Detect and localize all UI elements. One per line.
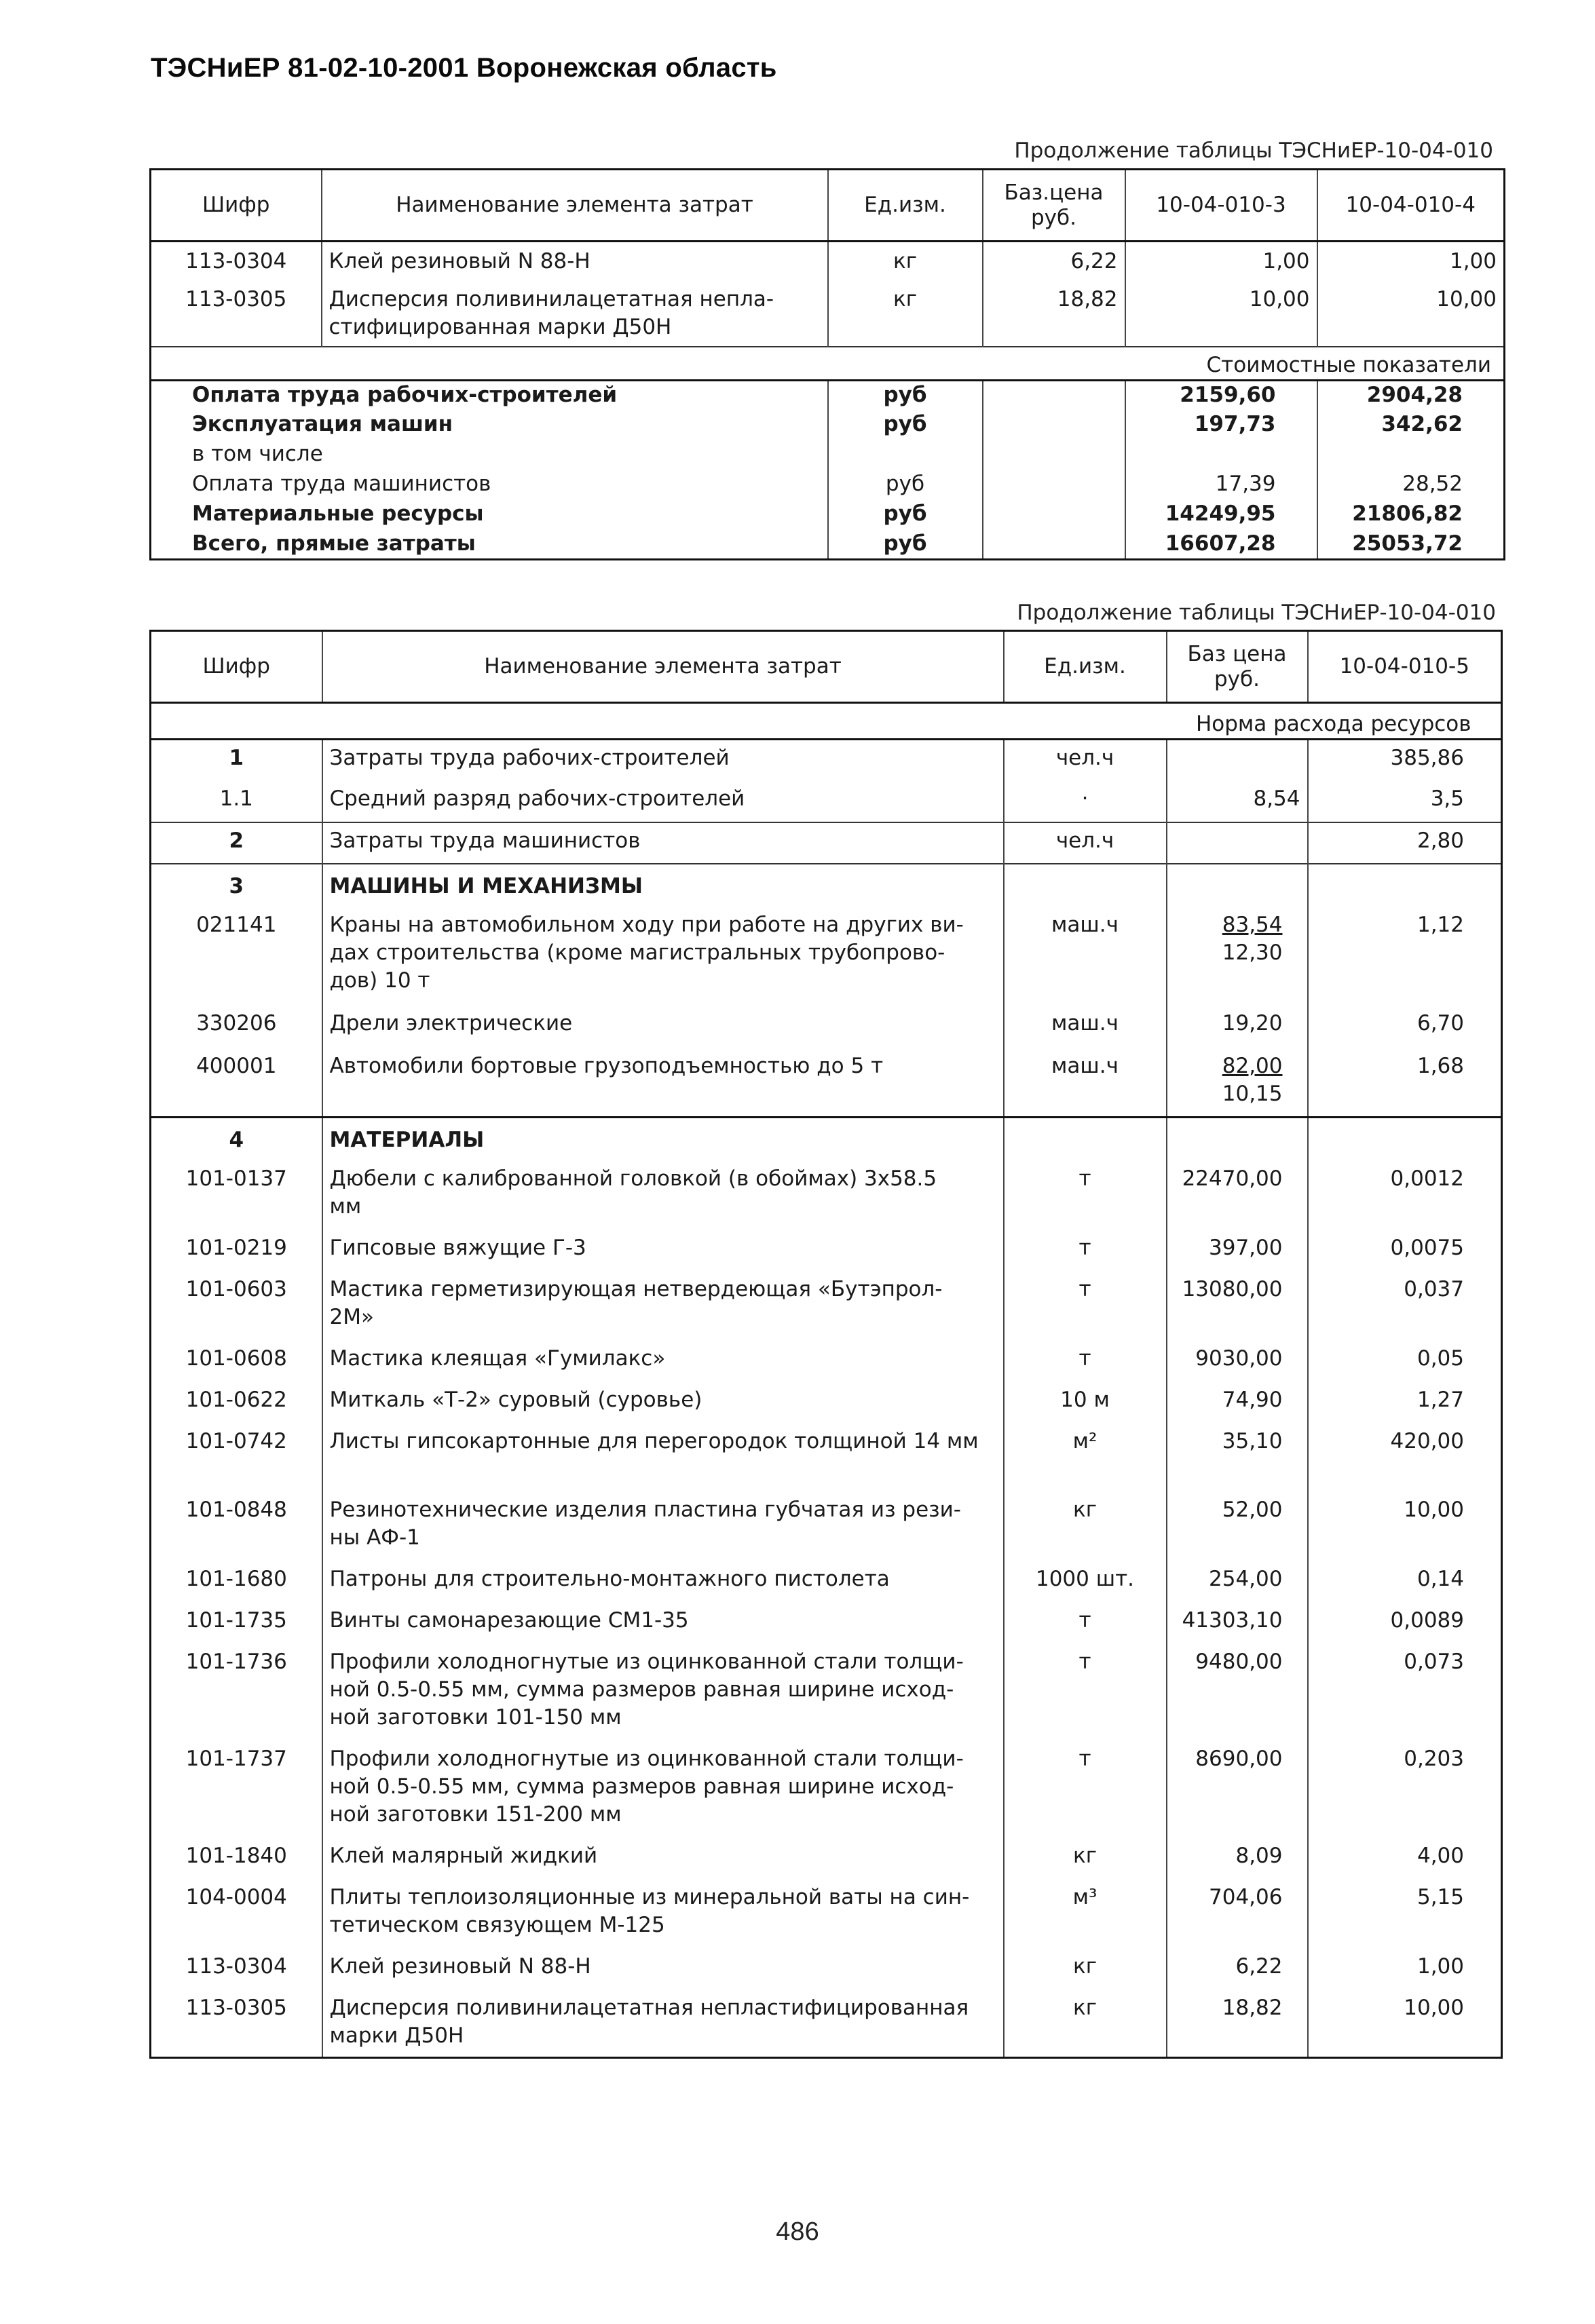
base-price: 82,00 — [1222, 1053, 1283, 1078]
blank-cell — [1308, 1118, 1502, 1160]
value-10-04-010-3: 1,00 — [1125, 242, 1317, 280]
resource-name: Резинотехнические изделия пластина губчатая из рези- ны АФ-1 — [322, 1491, 1004, 1560]
base-price: 22470,00 — [1167, 1160, 1308, 1229]
resource-name: Автомобили бортовые грузоподъемностью до 5 т — [322, 1047, 1004, 1118]
resource-code: 104-0004 — [151, 1878, 322, 1947]
material-row — [151, 1229, 1502, 1270]
material-row — [151, 1560, 1502, 1601]
norm-value: 1,68 — [1308, 1047, 1502, 1118]
base-price-cell — [1167, 906, 1308, 1004]
unit: т — [1004, 1643, 1167, 1740]
material-row — [151, 1160, 1502, 1229]
resource-name: Затраты труда рабочих-строителей — [322, 740, 1004, 781]
unit: чел.ч — [1004, 740, 1167, 781]
header-name: Наименование элемента затрат — [322, 631, 1004, 703]
cost-value-10-04-010-3: 197,73 — [1125, 411, 1317, 440]
material-row — [151, 1740, 1502, 1837]
blank-cell — [983, 411, 1125, 440]
labor-row — [151, 822, 1502, 864]
norm-value: 1,27 — [1308, 1381, 1502, 1422]
norm-value: 0,073 — [1308, 1643, 1502, 1740]
table2-header-row — [151, 631, 1502, 703]
section-number: 4 — [151, 1118, 322, 1160]
resource-name: Клей малярный жидкий — [322, 1837, 1004, 1878]
blank-cell — [1004, 1118, 1167, 1160]
norm-value: 1,12 — [1308, 906, 1502, 1004]
base-price-cell — [1167, 1004, 1308, 1047]
cost-value-10-04-010-4: 28,52 — [1317, 470, 1505, 500]
cost-value-10-04-010-3 — [1125, 440, 1317, 470]
norm-value: 420,00 — [1308, 1422, 1502, 1491]
section-header-row — [151, 1118, 1502, 1160]
norm-value: 6,70 — [1308, 1004, 1502, 1047]
table-row — [151, 280, 1505, 347]
cost-unit: руб — [828, 530, 983, 560]
base-price: 8,09 — [1167, 1837, 1308, 1878]
cost-name: Оплата труда машинистов — [151, 470, 828, 500]
base-price: 35,10 — [1167, 1422, 1308, 1491]
resource-name: Клей резиновый N 88-Н — [322, 1947, 1004, 1989]
resource-code: 113-0304 — [151, 242, 322, 280]
base-price: 6,22 — [983, 242, 1125, 280]
base-price: 9030,00 — [1167, 1339, 1308, 1381]
norm-heading-row — [151, 703, 1502, 740]
cost-row — [151, 470, 1505, 500]
resource-name: Средний разряд рабочих-строителей — [322, 781, 1004, 822]
base-price-cell — [1167, 1047, 1308, 1118]
cost-table-10-04-010-3-4 — [149, 168, 1505, 560]
resource-code: 101-1737 — [151, 1740, 322, 1837]
cost-unit: руб — [828, 381, 983, 411]
blank-cell — [151, 703, 1167, 740]
resource-code: 101-1840 — [151, 1837, 322, 1878]
blank-cell — [1167, 1118, 1308, 1160]
header-unit: Ед.изм. — [1004, 631, 1167, 703]
resource-name: Листы гипсокартонные для перегородок толщиной 14 мм — [322, 1422, 1004, 1491]
cost-value-10-04-010-3: 14249,95 — [1125, 500, 1317, 530]
machine-row — [151, 1004, 1502, 1047]
resource-name: Мастика клеящая «Гумилакс» — [322, 1339, 1004, 1381]
labor-row — [151, 781, 1502, 822]
base-price: 704,06 — [1167, 1878, 1308, 1947]
cost-value-10-04-010-4: 25053,72 — [1317, 530, 1505, 560]
blank-cell — [983, 500, 1125, 530]
unit: кг — [1004, 1947, 1167, 1989]
cost-indicators-heading-row — [151, 347, 1505, 381]
cost-value-10-04-010-4: 2904,28 — [1317, 381, 1505, 411]
item-number: 1 — [151, 740, 322, 781]
cost-row — [151, 411, 1505, 440]
table-row — [151, 242, 1505, 280]
norm-value: 0,14 — [1308, 1560, 1502, 1601]
material-row — [151, 1878, 1502, 1947]
base-price: 13080,00 — [1167, 1270, 1308, 1339]
header-price: Баз цена руб. — [1167, 631, 1308, 703]
resource-name: Винты самонарезающие СМ1-35 — [322, 1601, 1004, 1643]
resource-code: 101-0848 — [151, 1491, 322, 1560]
unit: м² — [1004, 1422, 1167, 1491]
cost-value-10-04-010-4: 342,62 — [1317, 411, 1505, 440]
resource-name: Краны на автомобильном ходу при работе на других ви- дах строительства (кроме магистральных трубопрово- дов) 10 т — [322, 906, 1004, 1004]
resource-code: 113-0304 — [151, 1947, 322, 1989]
resource-norm-table-10-04-010-5 — [149, 630, 1503, 2059]
base-price: 8690,00 — [1167, 1740, 1308, 1837]
base-price: 19,20 — [1222, 1010, 1283, 1035]
value-10-04-010-4: 1,00 — [1317, 242, 1505, 280]
cost-name: Материальные ресурсы — [151, 500, 828, 530]
section-title: МАШИНЫ И МЕХАНИЗМЫ — [322, 864, 1004, 906]
unit: 1000 шт. — [1004, 1560, 1167, 1601]
unit: т — [1004, 1339, 1167, 1381]
machine-row — [151, 906, 1502, 1004]
cost-row — [151, 440, 1505, 470]
material-row — [151, 1947, 1502, 1989]
page-number: 486 — [776, 2217, 819, 2246]
norm-value: 4,00 — [1308, 1837, 1502, 1878]
norm-value: 1,00 — [1308, 1947, 1502, 1989]
material-row — [151, 1837, 1502, 1878]
table2-continuation-caption: Продолжение таблицы ТЭСНиЕР-10-04-010 — [1017, 601, 1496, 625]
cost-name: в том числе — [151, 440, 828, 470]
section-header-row — [151, 864, 1502, 906]
resource-name: Мастика герметизирующая нетвердеющая «Бутэпрол- 2М» — [322, 1270, 1004, 1339]
table1-continuation-caption: Продолжение таблицы ТЭСНиЕР-10-04-010 — [1014, 138, 1493, 163]
resource-name: Миткаль «Т-2» суровый (суровье) — [322, 1381, 1004, 1422]
resource-code: 101-1736 — [151, 1643, 322, 1740]
resource-name: Гипсовые вяжущие Г-3 — [322, 1229, 1004, 1270]
section-number: 3 — [151, 864, 322, 906]
resource-name: Профили холодногнутые из оцинкованной стали толщи- ной 0.5-0.55 мм, сумма размеров равная ширине исход- ной заготовки 101-150 мм — [322, 1643, 1004, 1740]
cost-value-10-04-010-3: 16607,28 — [1125, 530, 1317, 560]
cost-name: Оплата труда рабочих-строителей — [151, 381, 828, 411]
unit: кг — [828, 242, 983, 280]
cost-unit — [828, 440, 983, 470]
blank-cell — [983, 530, 1125, 560]
cost-row — [151, 530, 1505, 560]
document-title: ТЭСНиЕР 81-02-10-2001 Воронежская область — [151, 53, 777, 83]
norm-value: 10,00 — [1308, 1491, 1502, 1560]
blank-cell — [151, 347, 1125, 381]
unit: чел.ч — [1004, 822, 1167, 864]
base-price: 18,82 — [983, 280, 1125, 347]
resource-name: Дисперсия поливинилацетатная непла- стифицированная марки Д50Н — [322, 280, 828, 347]
cost-value-10-04-010-4: 21806,82 — [1317, 500, 1505, 530]
labor-row — [151, 740, 1502, 781]
cost-value-10-04-010-4 — [1317, 440, 1505, 470]
unit: маш.ч — [1004, 906, 1167, 1004]
cost-row — [151, 500, 1505, 530]
resource-code: 101-0603 — [151, 1270, 322, 1339]
unit: т — [1004, 1601, 1167, 1643]
resource-name: Затраты труда машинистов — [322, 822, 1004, 864]
header-price: Баз.цена руб. — [983, 170, 1125, 242]
norm-value: 2,80 — [1308, 822, 1502, 864]
material-row — [151, 1601, 1502, 1643]
norm-value: 3,5 — [1308, 781, 1502, 822]
resource-code: 101-0137 — [151, 1160, 322, 1229]
resource-code: 400001 — [151, 1047, 322, 1118]
unit: кг — [1004, 1989, 1167, 2058]
norm-value: 0,203 — [1308, 1740, 1502, 1837]
header-col-10-04-010-4: 10-04-010-4 — [1317, 170, 1505, 242]
unit: 10 м — [1004, 1381, 1167, 1422]
base-price — [1167, 822, 1308, 864]
header-name: Наименование элемента затрат — [322, 170, 828, 242]
item-number: 2 — [151, 822, 322, 864]
unit: · — [1004, 781, 1167, 822]
cost-name: Эксплуатация машин — [151, 411, 828, 440]
resource-name: Дрели электрические — [322, 1004, 1004, 1047]
material-row — [151, 1491, 1502, 1560]
blank-cell — [983, 470, 1125, 500]
header-col-10-04-010-3: 10-04-010-3 — [1125, 170, 1317, 242]
base-price: 6,22 — [1167, 1947, 1308, 1989]
norm-value: 0,0089 — [1308, 1601, 1502, 1643]
value-10-04-010-3: 10,00 — [1125, 280, 1317, 347]
resource-name: Профили холодногнутые из оцинкованной стали толщи- ной 0.5-0.55 мм, сумма размеров равная ширине исход- ной заготовки 151-200 мм — [322, 1740, 1004, 1837]
cost-value-10-04-010-3: 2159,60 — [1125, 381, 1317, 411]
norm-value: 0,0012 — [1308, 1160, 1502, 1229]
resource-name: Дисперсия поливинилацетатная непластифицированная марки Д50Н — [322, 1989, 1004, 2058]
section-title: МАТЕРИАЛЫ — [322, 1118, 1004, 1160]
resource-code: 101-0608 — [151, 1339, 322, 1381]
norm-value: 5,15 — [1308, 1878, 1502, 1947]
material-row — [151, 1270, 1502, 1339]
value-10-04-010-4: 10,00 — [1317, 280, 1505, 347]
resource-code: 113-0305 — [151, 280, 322, 347]
unit: т — [1004, 1229, 1167, 1270]
unit: маш.ч — [1004, 1047, 1167, 1118]
cost-name: Всего, прямые затраты — [151, 530, 828, 560]
base-price: 74,90 — [1167, 1381, 1308, 1422]
resource-code: 330206 — [151, 1004, 322, 1047]
norm-value: 385,86 — [1308, 740, 1502, 781]
base-price: 9480,00 — [1167, 1643, 1308, 1740]
base-price: 254,00 — [1167, 1560, 1308, 1601]
base-price: 8,54 — [1167, 781, 1308, 822]
base-price: 52,00 — [1167, 1491, 1308, 1560]
blank-cell — [983, 381, 1125, 411]
norm-value: 0,0075 — [1308, 1229, 1502, 1270]
unit: кг — [1004, 1491, 1167, 1560]
header-unit: Ед.изм. — [828, 170, 983, 242]
material-row — [151, 1422, 1502, 1491]
cost-indicators-heading: Стоимостные показатели — [1125, 347, 1505, 381]
operator-wage-price: 12,30 — [1222, 940, 1283, 965]
blank-cell — [1308, 864, 1502, 906]
resource-code: 101-0622 — [151, 1381, 322, 1422]
operator-wage-price: 10,15 — [1222, 1081, 1283, 1106]
base-price — [1167, 740, 1308, 781]
item-number: 1.1 — [151, 781, 322, 822]
header-col-10-04-010-5: 10-04-010-5 — [1308, 631, 1502, 703]
resource-code: 101-1680 — [151, 1560, 322, 1601]
base-price: 397,00 — [1167, 1229, 1308, 1270]
blank-cell — [1004, 864, 1167, 906]
unit: т — [1004, 1160, 1167, 1229]
norm-value: 0,037 — [1308, 1270, 1502, 1339]
resource-name: Клей резиновый N 88-Н — [322, 242, 828, 280]
cost-value-10-04-010-3: 17,39 — [1125, 470, 1317, 500]
cost-unit: руб — [828, 411, 983, 440]
unit: т — [1004, 1740, 1167, 1837]
header-code: Шифр — [151, 170, 322, 242]
resource-norm-heading: Норма расхода ресурсов — [1167, 703, 1502, 740]
material-row — [151, 1643, 1502, 1740]
norm-value: 10,00 — [1308, 1989, 1502, 2058]
base-price: 83,54 — [1222, 912, 1283, 937]
base-price: 41303,10 — [1167, 1601, 1308, 1643]
unit: т — [1004, 1270, 1167, 1339]
material-row — [151, 1989, 1502, 2058]
resource-name: Плиты теплоизоляционные из минеральной ваты на син- тетическом связующем М-125 — [322, 1878, 1004, 1947]
cost-row — [151, 381, 1505, 411]
blank-cell — [983, 440, 1125, 470]
resource-code: 021141 — [151, 906, 322, 1004]
header-code: Шифр — [151, 631, 322, 703]
resource-code: 101-1735 — [151, 1601, 322, 1643]
resource-code: 113-0305 — [151, 1989, 322, 2058]
unit: м³ — [1004, 1878, 1167, 1947]
unit: кг — [828, 280, 983, 347]
table1-header-row — [151, 170, 1505, 242]
resource-code: 101-0742 — [151, 1422, 322, 1491]
cost-unit: руб — [828, 500, 983, 530]
unit: кг — [1004, 1837, 1167, 1878]
resource-name: Патроны для строительно-монтажного пистолета — [322, 1560, 1004, 1601]
blank-cell — [1167, 864, 1308, 906]
material-row — [151, 1381, 1502, 1422]
unit: маш.ч — [1004, 1004, 1167, 1047]
resource-name: Дюбели с калиброванной головкой (в обоймах) 3x58.5 мм — [322, 1160, 1004, 1229]
cost-unit: руб — [828, 470, 983, 500]
material-row — [151, 1339, 1502, 1381]
norm-value: 0,05 — [1308, 1339, 1502, 1381]
machine-row — [151, 1047, 1502, 1118]
resource-code: 101-0219 — [151, 1229, 322, 1270]
base-price: 18,82 — [1167, 1989, 1308, 2058]
